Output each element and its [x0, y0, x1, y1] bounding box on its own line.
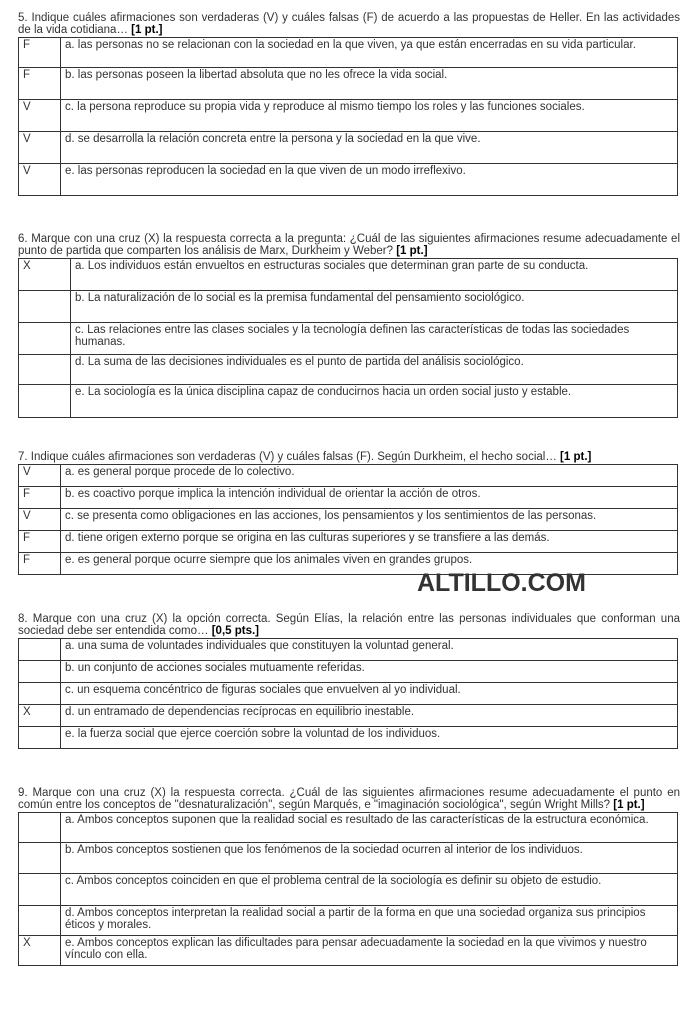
question-7 [18, 451, 680, 575]
answer-cell[interactable] [19, 385, 71, 418]
option-text: e. La sociología es la única disciplina capaz de conducirnos hacia un orden social justo y estable. [71, 385, 678, 418]
table-row [19, 531, 678, 553]
option-text: d. Ambos conceptos interpretan la realidad social a partir de la forma en que una sociedad organiza sus principios éticos y morales. [61, 906, 678, 936]
answer-cell[interactable] [19, 874, 61, 906]
option-text: b. un conjunto de acciones sociales mutuamente referidas. [61, 661, 678, 683]
table-row [19, 683, 678, 705]
option-text: a. Ambos conceptos suponen que la realidad social es resultado de las características de la estructura económica. [61, 813, 678, 843]
table-row [19, 661, 678, 683]
question-5-table [18, 37, 678, 196]
option-text: e. la fuerza social que ejerce coerción sobre la voluntad de los individuos. [61, 727, 678, 749]
table-row [19, 132, 678, 164]
option-text: b. Ambos conceptos sostienen que los fenómenos de la sociedad ocurren al interior de los individuos. [61, 843, 678, 874]
answer-cell[interactable] [19, 727, 61, 749]
answer-cell[interactable] [19, 323, 71, 355]
answer-cell[interactable] [19, 291, 71, 323]
option-text: c. un esquema concéntrico de figuras sociales que envuelven al yo individual. [61, 683, 678, 705]
option-text: d. La suma de las decisiones individuales es el punto de partida del análisis sociológico. [71, 355, 678, 385]
table-row [19, 639, 678, 661]
option-text: b. es coactivo porque implica la intención individual de orientar la acción de otros. [61, 487, 678, 509]
table-row [19, 465, 678, 487]
question-9-table [18, 812, 678, 966]
option-text: d. tiene origen externo porque se origina en las culturas superiores y se transfiere a las demás. [61, 531, 678, 553]
answer-cell[interactable] [19, 683, 61, 705]
altillo-watermark: ALTILLO.COM [417, 569, 586, 597]
option-text: c. Las relaciones entre las clases sociales y la tecnología definen las características de todas las sociedades humanas. [71, 323, 678, 355]
question-9 [18, 787, 680, 966]
table-row [19, 259, 678, 291]
option-text: b. las personas poseen la libertad absoluta que no les ofrece la vida social. [61, 68, 678, 100]
table-row [19, 813, 678, 843]
table-row [19, 705, 678, 727]
question-8-prompt: 8. Marque con una cruz (X) la opción correcta. Según Elías, la relación entre las personas individuales que conforman una sociedad debe ser entendida como… [0,5 pts.] [18, 613, 680, 637]
answer-cell[interactable]: F [19, 38, 61, 68]
answer-cell[interactable]: F [19, 531, 61, 553]
answer-cell[interactable]: V [19, 164, 61, 196]
option-text: a. Los individuos están envueltos en estructuras sociales que determinan gran parte de su conducta. [71, 259, 678, 291]
table-row [19, 100, 678, 132]
answer-cell[interactable]: V [19, 100, 61, 132]
option-text: c. la persona reproduce su propia vida y reproduce al mismo tiempo los roles y las funciones sociales. [61, 100, 678, 132]
question-5-prompt: 5. Indique cuáles afirmaciones son verdaderas (V) y cuáles falsas (F) de acuerdo a las propuestas de Heller. En las actividades de la vida cotidiana… [1 pt.] [18, 12, 680, 36]
table-row [19, 164, 678, 196]
table-row [19, 38, 678, 68]
answer-cell[interactable] [19, 906, 61, 936]
question-9-prompt: 9. Marque con una cruz (X) la respuesta correcta. ¿Cuál de las siguientes afirmaciones resume adecuadamente el punto en común entre los conceptos de "desnaturalización", según Marqués, e "imaginación sociológica", según Wright Mills? [1 pt.] [18, 787, 680, 811]
answer-cell[interactable]: X [19, 936, 61, 966]
question-5 [18, 12, 680, 196]
table-row [19, 906, 678, 936]
table-row [19, 509, 678, 531]
question-7-prompt: 7. Indique cuáles afirmaciones son verdaderas (V) y cuáles falsas (F). Según Durkheim, el hecho social… [1 pt.] [18, 451, 592, 463]
question-6-prompt: 6. Marque con una cruz (X) la respuesta correcta a la pregunta: ¿Cuál de las siguientes afirmaciones resume adecuadamente el punto de partida que comparten los análisis de Marx, Durkheim y Weber? [1 pt.] [18, 233, 680, 257]
option-text: e. es general porque ocurre siempre que los animales viven en grandes grupos. [61, 553, 678, 575]
option-text: a. es general porque procede de lo colectivo. [61, 465, 678, 487]
table-row [19, 936, 678, 966]
answer-cell[interactable]: V [19, 465, 61, 487]
table-row [19, 68, 678, 100]
option-text: d. se desarrolla la relación concreta entre la persona y la sociedad en la que vive. [61, 132, 678, 164]
option-text: a. una suma de voluntades individuales que constituyen la voluntad general. [61, 639, 678, 661]
option-text: b. La naturalización de lo social es la premisa fundamental del pensamiento sociológico. [71, 291, 678, 323]
option-text: e. Ambos conceptos explican las dificultades para pensar adecuadamente la sociedad en la que vivimos y nuestro vínculo con ella. [61, 936, 678, 966]
answer-cell[interactable]: F [19, 487, 61, 509]
answer-cell[interactable]: V [19, 509, 61, 531]
answer-cell[interactable] [19, 813, 61, 843]
option-text: e. las personas reproducen la sociedad en la que viven de un modo irreflexivo. [61, 164, 678, 196]
table-row [19, 727, 678, 749]
answer-cell[interactable]: F [19, 68, 61, 100]
question-6 [18, 233, 680, 418]
question-8 [18, 613, 680, 749]
table-row [19, 385, 678, 418]
question-8-table [18, 638, 678, 749]
table-row [19, 355, 678, 385]
table-row [19, 487, 678, 509]
table-row [19, 323, 678, 355]
answer-cell[interactable]: V [19, 132, 61, 164]
option-text: c. Ambos conceptos coinciden en que el problema central de la sociología es definir su objeto de estudio. [61, 874, 678, 906]
answer-cell[interactable] [19, 661, 61, 683]
option-text: c. se presenta como obligaciones en las acciones, los pensamientos y los sentimientos de las personas. [61, 509, 678, 531]
option-text: a. las personas no se relacionan con la sociedad en la que viven, ya que están encerradas en su vida particular. [61, 38, 678, 68]
answer-cell[interactable]: X [19, 705, 61, 727]
answer-cell[interactable] [19, 355, 71, 385]
question-6-table [18, 258, 678, 418]
answer-cell[interactable]: X [19, 259, 71, 291]
answer-cell[interactable] [19, 843, 61, 874]
question-7-table [18, 464, 678, 575]
answer-cell[interactable]: F [19, 553, 61, 575]
table-row [19, 874, 678, 906]
option-text: d. un entramado de dependencias recíprocas en equilibrio inestable. [61, 705, 678, 727]
table-row [19, 291, 678, 323]
table-row [19, 843, 678, 874]
answer-cell[interactable] [19, 639, 61, 661]
